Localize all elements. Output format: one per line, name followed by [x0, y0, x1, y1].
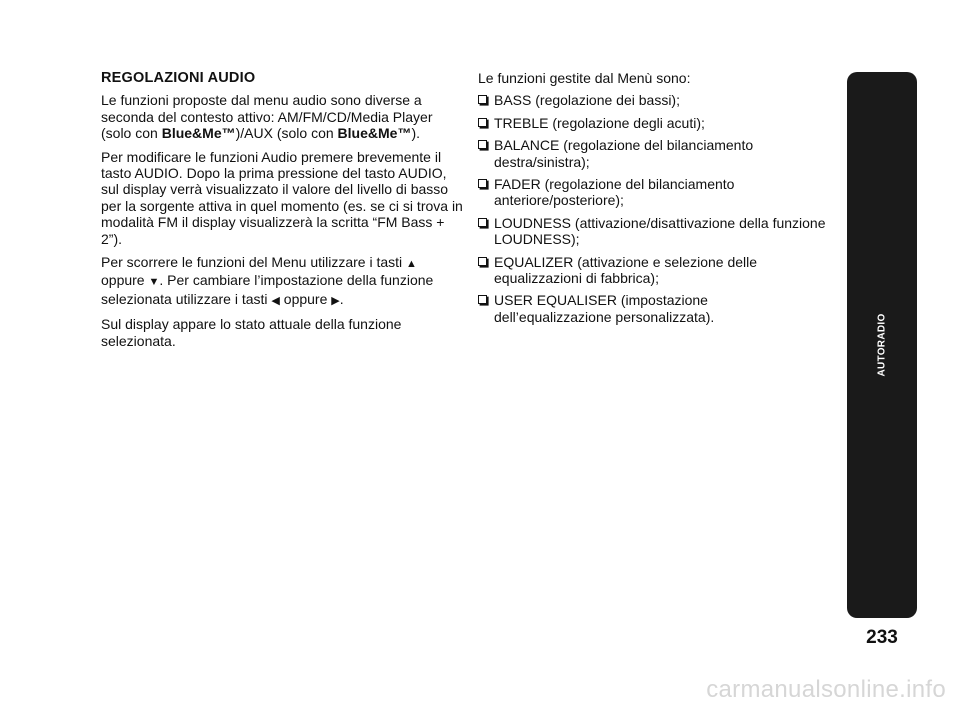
- arrow-left-icon: ◀: [271, 294, 280, 307]
- paragraph-text: Per scorrere le funzioni del Menu utilizzare i tasti: [101, 254, 407, 271]
- list-intro: Le funzioni gestite dal Menù sono:: [478, 70, 691, 86]
- list-item-text: BASS (regolazione dei bassi);: [494, 92, 680, 109]
- checkbox-bullet-icon: [478, 118, 487, 127]
- checkbox-bullet-icon: [478, 218, 487, 227]
- paragraph-text: .: [339, 290, 344, 307]
- section-heading: REGOLAZIONI AUDIO: [101, 70, 256, 86]
- paragraph-text: oppure: [101, 272, 149, 289]
- list-item: [478, 215, 828, 248]
- left-column: [101, 70, 463, 356]
- arrow-down-icon: ▼: [148, 276, 160, 289]
- checkbox-bullet-icon: [478, 95, 487, 104]
- paragraph-audio-key: Per modificare le funzioni Audio premere brevemente il tasto AUDIO. Dopo la prima pressione del tasto AUDIO, sul display verrà visualizzato il valore del livello di basso per la sorgente attiva in quel momento (es. se ci si trova in modalità FM il display visualizzerà la scritta “FM Bass + 2”).: [101, 148, 463, 247]
- list-item-text: BALANCE (regolazione del bilanciamento destra/sinistra);: [494, 137, 754, 170]
- arrow-right-icon: ▶: [331, 294, 340, 307]
- list-item: [478, 292, 828, 325]
- paragraph-navigation: [101, 254, 463, 309]
- checkbox-bullet-icon: [478, 140, 487, 149]
- list-item-text: USER EQUALISER (impostazione dell’equalizzazione personalizzata).: [494, 292, 715, 325]
- brand-name: Blue&Me™: [161, 125, 236, 142]
- list-item-text: TREBLE (regolazione degli acuti);: [494, 114, 705, 131]
- paragraph-text: ).: [411, 125, 421, 142]
- list-item-text: FADER (regolazione del bilanciamento anteriore/posteriore);: [494, 176, 735, 209]
- list-item: [478, 92, 828, 108]
- list-item: [478, 137, 828, 170]
- list-item-text: LOUDNESS (attivazione/disattivazione della funzione LOUDNESS);: [494, 214, 826, 248]
- chapter-side-tab: [847, 72, 917, 618]
- arrow-up-icon: ▲: [406, 258, 417, 271]
- chapter-label: AUTORADIO: [876, 313, 888, 377]
- checkbox-bullet-icon: [478, 179, 487, 188]
- paragraph-text: oppure: [279, 290, 332, 307]
- paragraph-text: Le funzioni proposte dal menu audio sono diverse a seconda del contesto attivo: AM/FM/CD/Media Player (solo con: [101, 92, 433, 142]
- list-item: [478, 176, 828, 209]
- paragraph-text: )/AUX (solo con: [235, 125, 338, 142]
- checkbox-bullet-icon: [478, 257, 487, 266]
- watermark: carmanualsonline.info: [706, 676, 946, 703]
- brand-name: Blue&Me™: [337, 125, 412, 142]
- page-number: 233: [866, 627, 898, 648]
- right-column: [478, 70, 828, 331]
- list-item-text: EQUALIZER (attivazione e selezione delle equalizzazioni di fabbrica);: [494, 253, 758, 287]
- list-item: [478, 254, 828, 287]
- list-item: [478, 115, 828, 131]
- paragraph-intro: [101, 92, 463, 141]
- function-list: [478, 92, 828, 325]
- checkbox-bullet-icon: [478, 295, 487, 304]
- paragraph-text: . Per cambiare l’impostazione della funzione selezionata utilizzare i tasti: [101, 272, 434, 307]
- paragraph-status: Sul display appare lo stato attuale della funzione selezionata.: [101, 316, 402, 349]
